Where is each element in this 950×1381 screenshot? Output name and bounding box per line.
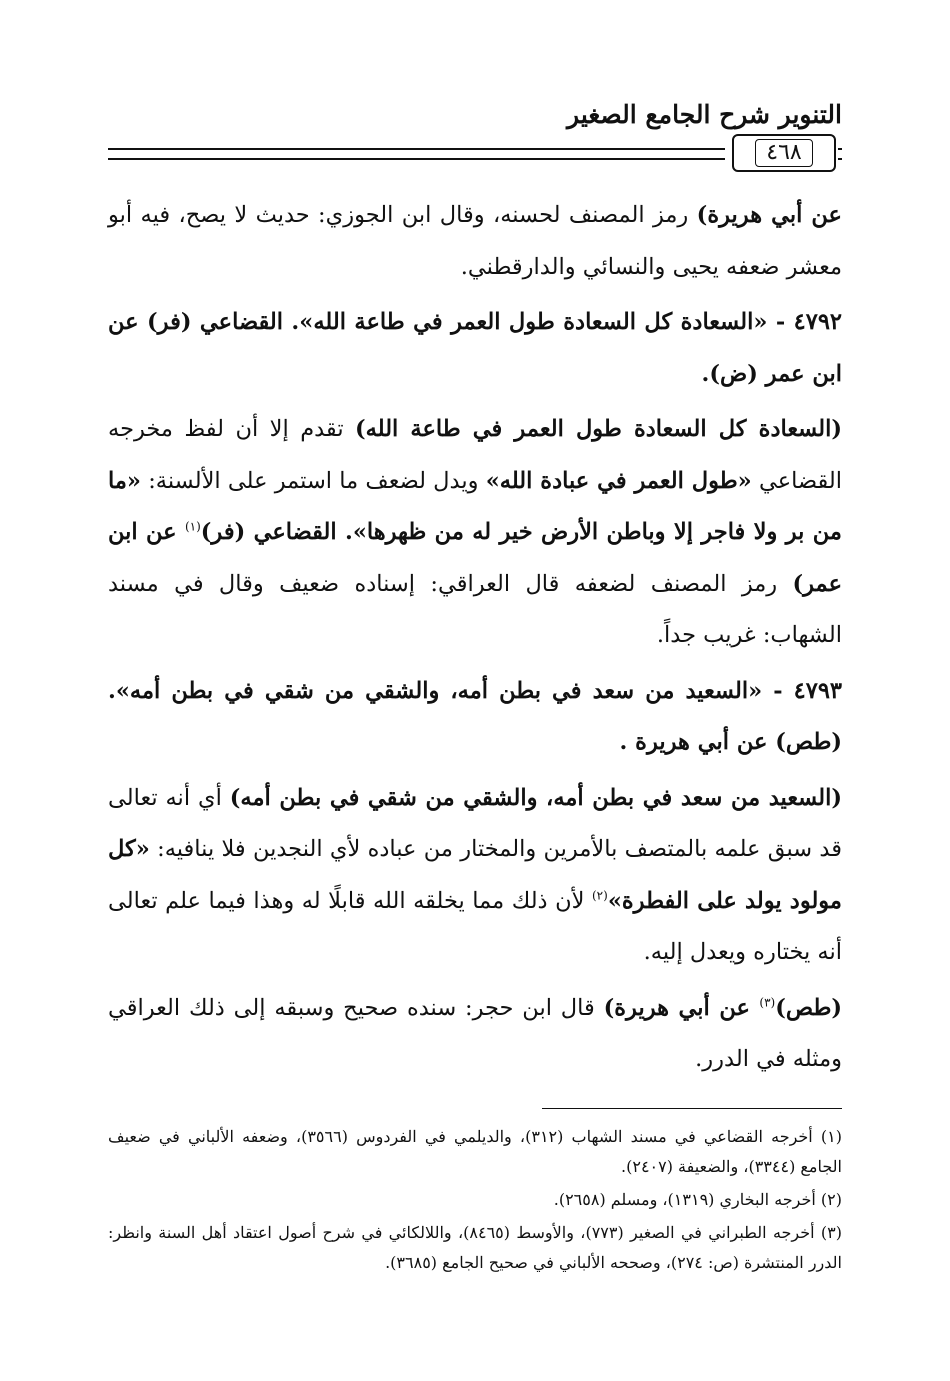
page-number-frame (732, 134, 836, 172)
text-span: أي أنه تعالى قد سبق علمه بالمتصف بالأمرين والمختار من عباده لأي النجدين فلا ينافيه: (108, 784, 842, 862)
footnote-marker-1: (١) (184, 519, 201, 534)
footnote-3: (٣) أخرجه الطبراني في الصغير (٧٧٣)، والأوسط (٨٤٦٥)، واللالكائي في شرح أصول اعتقاد أهل السنة وانظر: الدرر المنتشرة (ص: ٢٧٤)، وصححه الألباني في صحيح الجامع (٣٦٨٥). (108, 1223, 842, 1272)
page-number: ٤٦٨ (755, 139, 812, 167)
bold-phrase: «كل مولود يولد على الفطرة» (108, 836, 842, 914)
running-title: التنوير شرح الجامع الصغير (567, 100, 842, 129)
bold-phrase: (السعيد من سعد في بطن أمه، والشقي من شقي في بطن أمه) (229, 784, 842, 811)
main-text (108, 190, 842, 1090)
footnote-separator (542, 1108, 842, 1109)
hadith-text: ٤٧٩٣ - «السعيد من سعد في بطن أمه، والشقي من شقي في بطن أمه». (طص) عن أبي هريرة . (108, 677, 842, 755)
footnotes (108, 1122, 842, 1281)
footnote-marker-3: (٣) (759, 995, 776, 1009)
bold-phrase: عن ابن عمر) (108, 519, 842, 597)
bold-phrase: عن أبي هريرة) (696, 202, 842, 228)
bold-phrase: «طول العمر في عبادة الله» (485, 467, 752, 494)
text-span: قال ابن حجر: سنده صحيح وسبقه إلى ذلك العراقي ومثله في الدرر. (108, 994, 842, 1072)
header-double-rule-end (838, 148, 842, 160)
text-span: رمز المصنف لحسنه، وقال ابن الجوزي: حديث لا يصح، فيه أبو معشر ضعفه يحيى والنسائي والدارقطني. (108, 202, 842, 280)
bold-phrase: «ما من بر ولا فاجر إلا وباطن الأرض خير له من ظهرها». القضاعي (فر) (108, 467, 842, 545)
paragraph-1 (108, 190, 842, 293)
paragraph-4 (108, 983, 842, 1086)
header-double-rule (108, 148, 725, 160)
footnote-marker-2: (٢) (591, 888, 608, 902)
text-span: رمز المصنف لضعفه قال العراقي: إسناده ضعيف وقال في مسند الشهاب: غريب جداً. (108, 570, 842, 648)
bold-phrase: (طص) (775, 994, 842, 1021)
footnote-1: (١) أخرجه القضاعي في مسند الشهاب (٣١٢)، والديلمي في الفردوس (٣٥٦٦)، وضعفه الألباني في ضعيف الجامع (٣٣٤٤)، والضعيفة (٢٤٠٧). (108, 1127, 842, 1176)
hadith-heading-4792 (108, 297, 842, 400)
bold-phrase: عن أبي هريرة) (603, 994, 760, 1021)
bold-phrase: (السعادة كل السعادة طول العمر في طاعة الله) (355, 416, 842, 442)
hadith-text: ٤٧٩٢ - «السعادة كل السعادة طول العمر في طاعة الله». القضاعي (فر) عن ابن عمر (ض). (108, 309, 842, 387)
text-span: تقدم إلا أن لفظ مخرجه القضاعي (108, 416, 842, 494)
hadith-heading-4793 (108, 666, 842, 769)
text-span: ويدل لضعف ما استمر على الألسنة: (140, 467, 486, 494)
paragraph-3 (108, 773, 842, 979)
text-span: لأن ذلك مما يخلقه الله قابلًا له وهذا فيما علم تعالى أنه يختاره ويعدل إليه. (108, 887, 842, 965)
footnote-2: (٢) أخرجه البخاري (١٣١٩)، ومسلم (٢٦٥٨). (553, 1190, 842, 1209)
paragraph-2 (108, 404, 842, 662)
